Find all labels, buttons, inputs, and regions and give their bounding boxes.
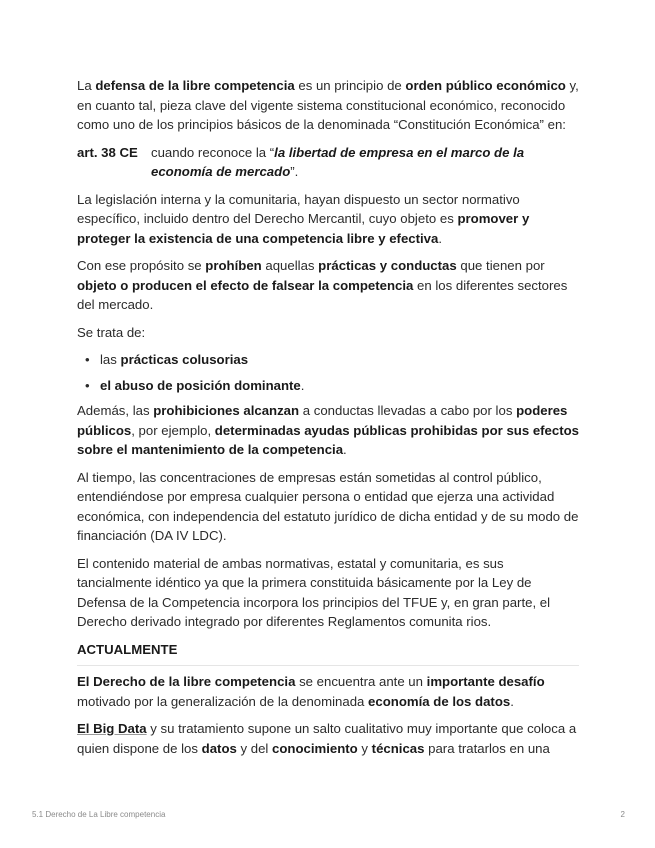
bold-text: defensa de la libre competencia bbox=[95, 78, 295, 93]
text: que tienen por bbox=[456, 258, 545, 273]
paragraph-prohibitions bbox=[77, 256, 579, 315]
text: Además, las bbox=[77, 403, 154, 418]
bold-text: objeto o producen el efecto de falsear la competencia bbox=[77, 277, 414, 293]
text: . bbox=[343, 442, 347, 457]
bold-text: determinadas ayudas públicas prohibidas por sus efectos sobre el mantenimiento de la competencia bbox=[77, 422, 580, 457]
bold-text: poderes públicos bbox=[77, 403, 568, 438]
bold-text: conocimiento bbox=[272, 740, 358, 756]
paragraph-legislation bbox=[77, 190, 579, 249]
paragraph-big-data bbox=[77, 719, 579, 758]
article-text bbox=[151, 143, 579, 182]
text: para tratarlos en una bbox=[424, 740, 550, 756]
paragraph-ademas bbox=[77, 401, 579, 460]
article-reference: art. 38 CE bbox=[77, 144, 138, 160]
text: . bbox=[510, 693, 514, 709]
bold-text: orden público económico bbox=[405, 78, 566, 93]
bold-text: prácticas y conductas bbox=[318, 258, 457, 273]
text: y su tratamiento supone un salto cualitativo muy importante que coloca a quien dispone de los bbox=[77, 721, 577, 756]
bold-text: el abuso de posición dominante bbox=[100, 377, 301, 393]
text: , por ejemplo, bbox=[131, 422, 215, 438]
article-citation bbox=[77, 143, 579, 182]
text: La legislación interna y la comunitaria, hayan dispuesto un sector normativo específico, incluido dentro del Derecho Mercantil, cuyo objeto es bbox=[77, 191, 520, 226]
footer-title: 5.1 Derecho de La Libre competencia bbox=[32, 810, 166, 819]
text: Con ese propósito se bbox=[77, 258, 206, 273]
text: . bbox=[300, 377, 305, 393]
text: es un principio de bbox=[294, 78, 406, 93]
text: motivado por la generalización de la denominada bbox=[77, 693, 369, 709]
article-quote: la libertad de empresa en el marco de la economía de mercado bbox=[151, 144, 525, 179]
bold-text: prohibiciones alcanzan bbox=[153, 403, 300, 418]
text: y del bbox=[236, 740, 273, 756]
bold-text: datos bbox=[201, 740, 237, 756]
paragraph-se-trata: Se trata de: bbox=[77, 324, 146, 340]
text: a conductas llevadas a cabo por los bbox=[299, 403, 517, 418]
section-heading: ACTUALMENTE bbox=[77, 640, 579, 667]
list-item bbox=[77, 350, 579, 370]
paragraph-desafio bbox=[77, 672, 579, 711]
page-number: 2 bbox=[620, 810, 625, 819]
text: las bbox=[100, 352, 121, 367]
text: ”. bbox=[290, 164, 299, 179]
bold-text: economía de los datos bbox=[368, 693, 511, 709]
bold-text: prohíben bbox=[205, 258, 262, 273]
bold-text: prácticas colusorias bbox=[120, 352, 249, 367]
text: La bbox=[77, 78, 96, 93]
text: aquellas bbox=[261, 258, 319, 273]
bold-text: importante desafío bbox=[426, 674, 545, 689]
paragraph-contenido: El contenido material de ambas normativas, estatal y comunitaria, es sus tancialmente idéntico ya que la primera constituida básicamente por la Ley de Defensa de la Competencia incorpora los principios del TFUE y, en gran parte, el Derecho derivado integrado por diferentes Reglamentos comunita rios. bbox=[77, 555, 551, 629]
text: cuando reconoce la “ bbox=[151, 144, 275, 160]
bullet-list bbox=[77, 350, 579, 395]
text: y, en cuanto tal, pieza clave del vigente sistema constitucional económico, reconocido como uno de los principios básicos de la denominada “Constitución Económica” en: bbox=[77, 78, 579, 132]
paragraph-intro bbox=[77, 76, 579, 135]
text: se encuentra ante un bbox=[295, 674, 427, 689]
bold-text: técnicas bbox=[371, 740, 425, 756]
paragraph-concentraciones: Al tiempo, las concentraciones de empresas están sometidas al control público, entendiéndose por empresa cualquier persona o entidad que ejerza una actividad económica, con independencia del estatuto jurídico de dicha entidad y de su modo de financiación (DA IV LDC). bbox=[77, 469, 579, 543]
bold-text: promover y proteger la existencia de una competencia libre y efectiva bbox=[77, 211, 530, 246]
big-data-link[interactable]: El Big Data bbox=[77, 721, 147, 736]
text: en los diferentes sectores del mercado. bbox=[77, 277, 568, 312]
list-item bbox=[77, 376, 579, 396]
text: . bbox=[438, 230, 443, 246]
text: y bbox=[357, 740, 372, 756]
document-body bbox=[77, 76, 579, 766]
bold-text: El Derecho de la libre competencia bbox=[77, 674, 296, 689]
